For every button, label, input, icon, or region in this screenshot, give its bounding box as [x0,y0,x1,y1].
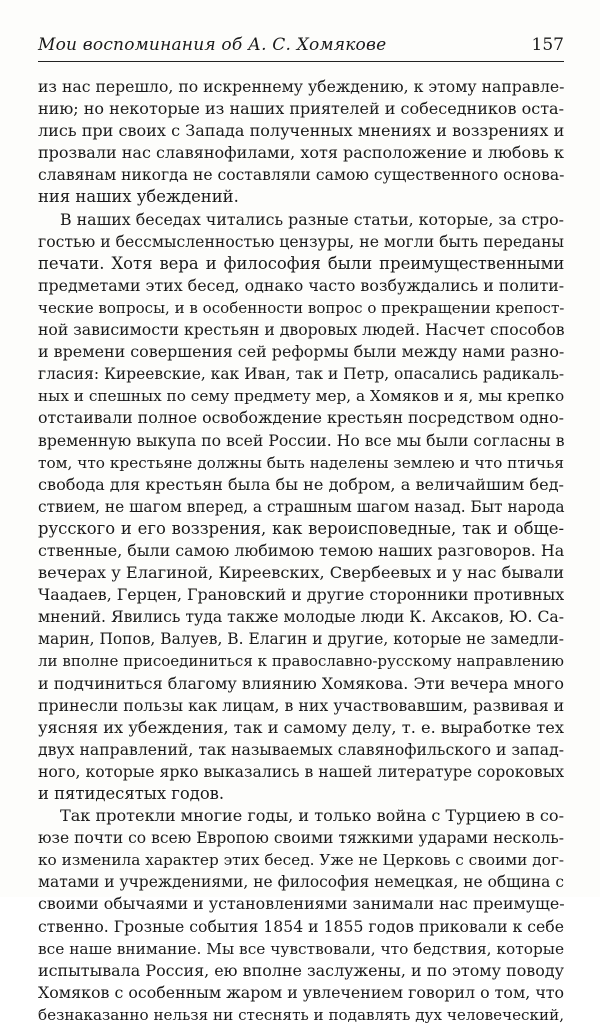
running-head [38,34,564,60]
text-line: и пятидесятых годов. [38,784,225,803]
text-line: матами и учреждениями, не философия немецкая, не община с [38,873,564,892]
text-line: ния наших убеждений. [38,187,239,207]
text-line: ствием, не шагом вперед, а страшным шагом назад. Быт народа [38,497,565,516]
text-line: гостью и бессмысленностью цензуры, не могли быть переданы [38,231,565,251]
text-line: испытывала Россия, ею вполне заслужены, и по этому поводу [38,960,564,980]
text-line: двух направлений, так называемых славянофильского и запад- [38,739,565,759]
text-line: прозвали нас славянофилами, хотя расположение и любовь к [38,143,564,163]
text-line: и времени совершения сей реформы были между нами разно- [38,342,565,362]
running-title: Мои воспоминания об А. С. Хомякове [38,35,387,55]
text-line: лись при своих с Запада полученных мнениях и воззрениях и [38,121,565,141]
text-line: вечерах у Елагиной, Киреевских, Свербеевых и у нас бывали [38,563,564,583]
text-line: В наших беседах читались разные статьи, которые, за стро- [60,209,564,229]
text-line: ческие вопросы, и в особенности вопрос о прекращении крепост- [38,298,565,317]
text-line: все наше внимание. Мы все чувствовали, что бедствия, которые [38,939,565,958]
text-line: славянам никогда не составляли самою существенного основа- [38,166,565,185]
text-line: мнений. Явились туда также молодые люди К. Аксаков, Ю. Са- [38,607,564,627]
text-line: принесли пользы как лицам, в них участвовавшим, развивая и [38,695,565,715]
paragraph [38,76,564,209]
text-line: том, что крестьяне должны быть наделены землею и что птичья [38,453,564,472]
text-line: уясняя их убеждения, так и самому делу, т. е. выработке тех [38,717,564,737]
text-line: из нас перешло, по искреннему убеждению, к этому направле- [38,77,565,96]
page-number: 157 [531,35,564,55]
paragraph [38,209,564,806]
paragraph [38,805,564,1026]
text-line: ственные, были самою любимою темою наших разговоров. На [38,540,565,560]
header-rule [38,61,564,62]
text-line: временную выкупа по всей России. Но все мы были согласны в [38,430,565,450]
text-line: гласия: Киреевские, как Иван, так и Петр, опасались радикаль- [38,365,565,384]
text-line: своими обычаями и установлениями занимали нас преимуще- [38,894,565,914]
text-line: нию; но некоторые из наших приятелей и собеседников оста- [38,99,564,119]
body-text [38,76,564,1026]
text-line: ли вполне присоединиться к православно-русскому направлению [38,652,564,671]
text-line: марин, Попов, Валуев, В. Елагин и другие, которые не замедли- [38,630,564,649]
text-line: ной зависимости крестьян и дворовых людей. Насчет способов [38,320,565,340]
text-line: свобода для крестьян была бы не добром, а величайшим бед- [38,474,564,494]
text-line: юзе почти со всею Европою своими тяжкими ударами несколь- [38,829,564,848]
text-line: Чаадаев, Герцен, Грановский и другие сторонники противных [38,585,565,605]
text-line: отстаивали полное освобождение крестьян посредством одно- [38,408,565,428]
text-line: и подчиниться благому влиянию Хомякова. Эти вечера много [38,673,564,693]
text-line: безнаказанно нельзя ни стеснять и подавлять дух человеческий, [38,1005,565,1024]
text-line: Так протекли многие годы, и только война с Турциею в со- [60,806,564,826]
text-line: ко изменила характер этих бесед. Уже не Церковь с своими дог- [38,851,565,870]
text-line: ных и спешных по сему предмету мер, а Хомяков и я, мы крепко [38,387,565,406]
text-line: ного, которые ярко выказались в нашей литературе сороковых [38,761,565,781]
text-line: ственно. Грозные события 1854 и 1855 годов приковали к себе [38,916,564,936]
text-line: печати. Хотя вера и философия были преимущественными [38,253,565,273]
text-line: Хомяков с особенным жаром и увлечением говорил о том, что [38,982,565,1002]
text-line: русского и его воззрения, как вероисповедные, так и обще- [38,518,564,538]
text-line: предметами этих бесед, однако часто возбуждались и полити- [38,275,565,295]
